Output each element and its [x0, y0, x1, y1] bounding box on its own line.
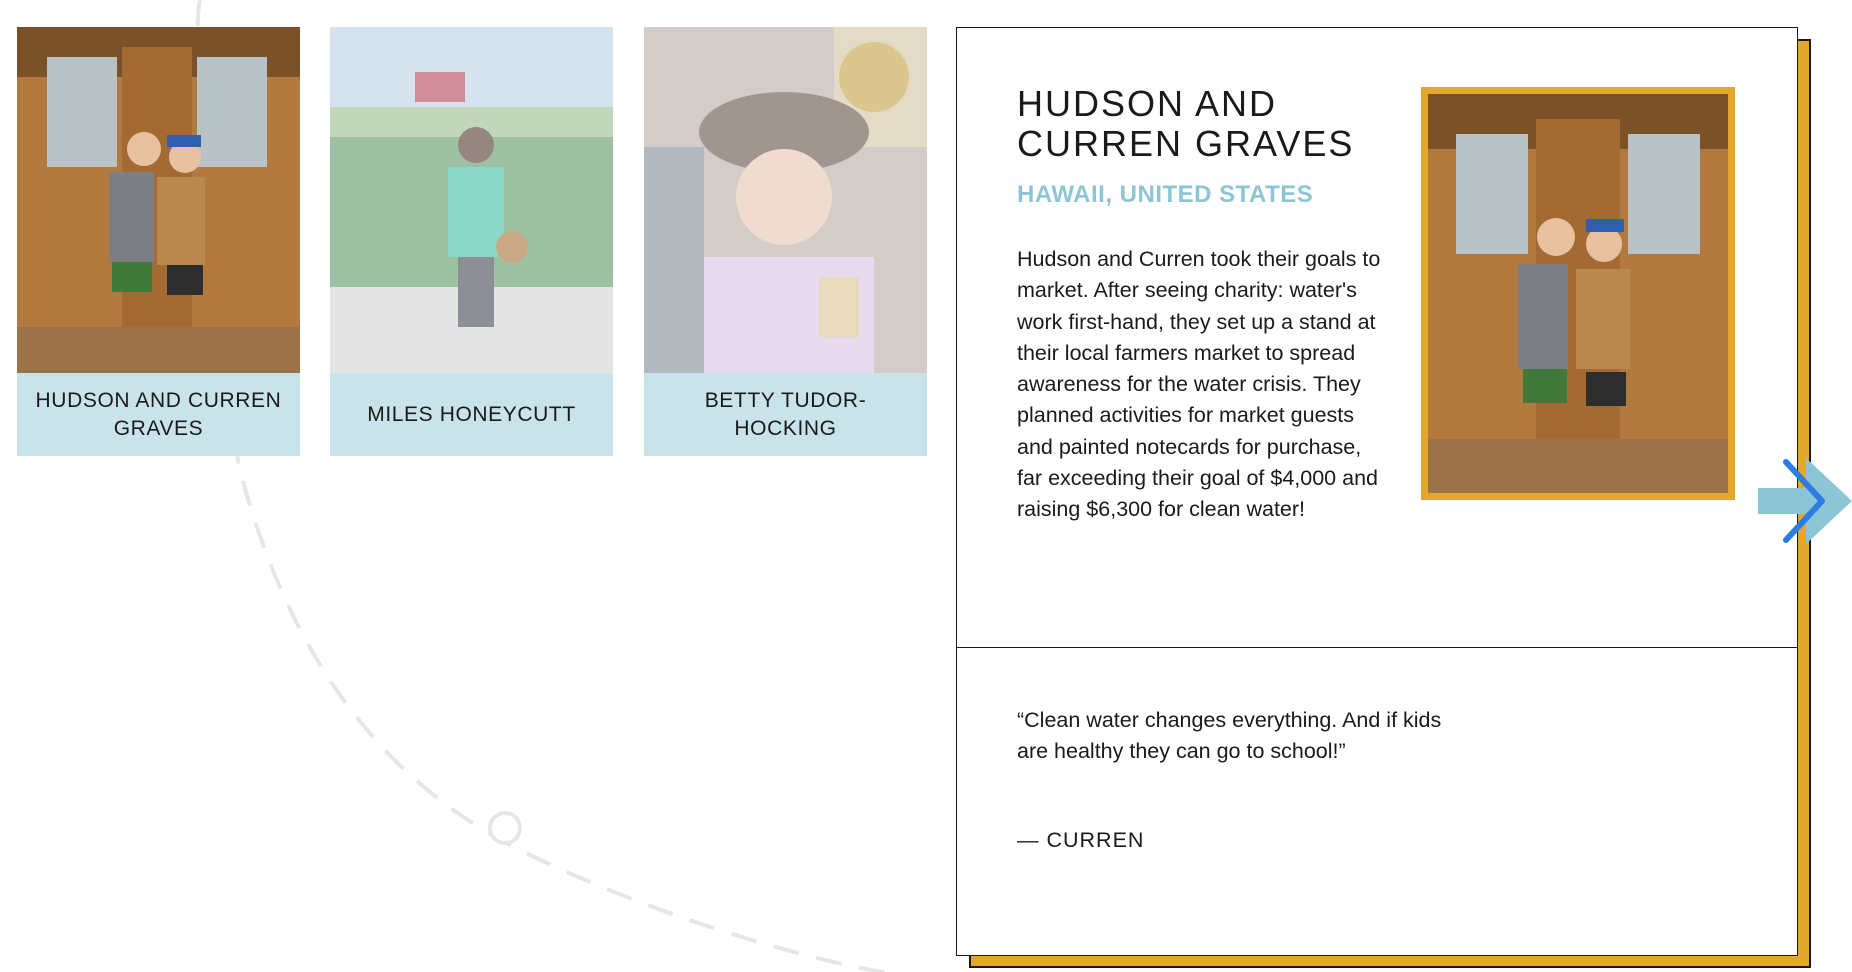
story-card-betty-tudor-hocking[interactable]	[644, 27, 927, 456]
detail-attribution: — CURREN	[1017, 828, 1145, 852]
detail-quote: “Clean water changes everything. And if kids are healthy they can go to school!”	[1017, 708, 1442, 763]
next-button[interactable]	[1758, 458, 1852, 544]
card-photo-hudson-curren	[17, 27, 300, 373]
card-photo-miles-honeycutt	[330, 27, 613, 373]
detail-panel	[956, 27, 1798, 956]
detail-photo	[1421, 87, 1735, 500]
story-card-hudson-curren[interactable]	[17, 27, 300, 456]
chevron-right-icon	[1758, 458, 1852, 544]
card-photo-betty-tudor-hocking	[644, 27, 927, 373]
detail-location: HAWAII, UNITED STATES	[1017, 181, 1314, 208]
card-label: HUDSON AND CURREN GRAVES	[17, 373, 300, 456]
detail-story: Hudson and Curren took their goals to market. After seeing charity: water's work first-hand, they set up a stand at their local farmers market to spread awareness for the water crisis. They planned activities for market guests and painted notecards for purchase, far exceeding their goal of $4,000 and raising $6,300 for clean water!	[1017, 247, 1381, 522]
story-card-miles-honeycutt[interactable]	[330, 27, 613, 456]
detail-divider	[957, 647, 1797, 648]
card-label: BETTY TUDOR-HOCKING	[644, 373, 927, 456]
detail-name: HUDSON AND CURREN GRAVES	[1017, 83, 1355, 164]
card-label: MILES HONEYCUTT	[330, 373, 613, 456]
